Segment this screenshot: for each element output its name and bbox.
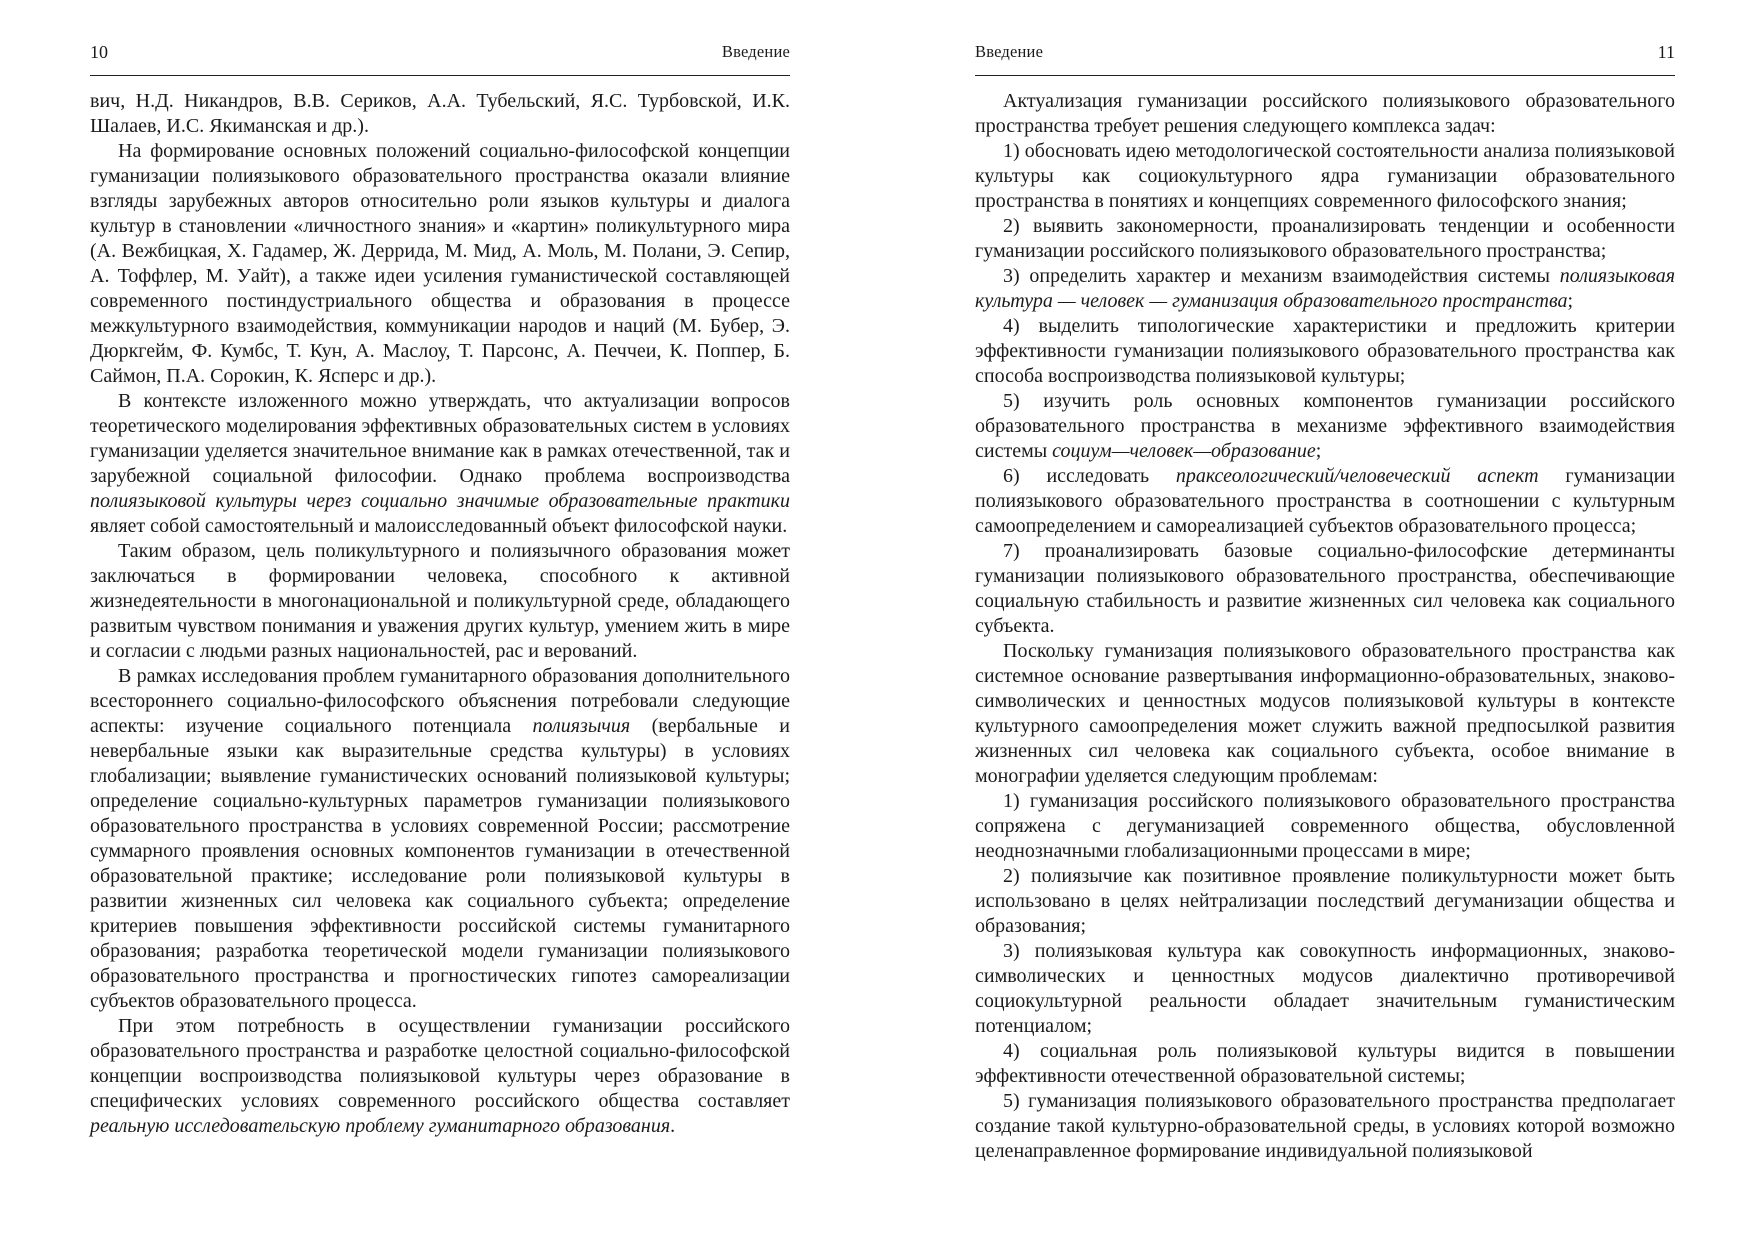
text-run: 6) исследовать xyxy=(1003,465,1176,487)
header-rule xyxy=(975,75,1675,76)
text-run: На формирование основных положений социально-философской концепции гуманизации полиязыкового образовательного пространства оказали влияние взгляды зарубежных авторов относительно роли языков культуры и диалога культур в становлении «личностного знания» и «картин» поликультурного мира (А. Вежбицкая, Х. Гадамер, Ж. Деррида, М. Мид, А. Моль, М. Полани, Э. Сепир, А. Тоффлер, М. Уайт), а также идеи усиления гуманистической составляющей современного постиндустриального общества и образования в процессе межкультурного взаимодействия, коммуникации народов и наций (М. Бубер, Э. Дюркгейм, Ф. Кумбс, Т. Кун, А. Маслоу, Т. Парсонс, А. Печчеи, К. Поппер, Б. Саймон, П.А. Сорокин, К. Ясперс и др.). xyxy=(90,140,790,387)
text-run: 4) социальная роль полиязыковой культуры видится в повышении эффективности отечественной образовательной системы; xyxy=(975,1040,1675,1087)
text-run: 2) выявить закономерности, проанализировать тенденции и особенности гуманизации российского полиязыкового образовательного пространства; xyxy=(975,215,1675,262)
text-run: . xyxy=(670,1115,676,1137)
text-run: В контексте изложенного можно утверждать, что актуализации вопросов теоретического моделирования эффективных образовательных систем в условиях гуманизации уделяется значительное внимание как в рамках отечественной, так и зарубежной социальной философии. Однако проблема воспроизводства xyxy=(90,390,790,487)
text-run: Таким образом, цель поликультурного и полиязычного образования может заключаться в формировании человека, способного к активной жизнедеятельности в многонациональной и поликультурной среде, обладающего развитым чувством понимания и уважения других культур, умением жить в мире и согласии с людьми разных национальностей, рас и верований. xyxy=(90,540,790,662)
text-run: Поскольку гуманизация полиязыкового образовательного пространства как системное основание развертывания информационно-образовательных, знаково-символических и ценностных модусов полиязыковой культуры в контексте культурного самоопределения может служить важной предпосылкой развития жизненных сил человека как социального субъекта, особое внимание в монографии уделяется следующим проблемам: xyxy=(975,640,1675,787)
paragraph xyxy=(90,539,790,664)
page-number: 10 xyxy=(90,42,108,62)
text-run: 5) изучить роль основных компонентов гуманизации российского образовательного пространства в механизме эффективного взаимодействия системы xyxy=(975,390,1675,462)
header-rule xyxy=(90,75,790,76)
list-item xyxy=(975,864,1675,939)
paragraph xyxy=(90,389,790,539)
text-run: ; xyxy=(1315,440,1322,462)
body-text xyxy=(975,89,1675,1164)
list-item xyxy=(975,314,1675,389)
list-item xyxy=(975,1089,1675,1164)
paragraph xyxy=(975,639,1675,789)
running-title: Введение xyxy=(721,42,790,61)
list-item xyxy=(975,214,1675,264)
text-run: вич, Н.Д. Никандров, В.В. Сериков, А.А. Тубельский, Я.С. Турбовской, И.К. Шалаев, И.С. Якиманская и др.). xyxy=(90,90,790,137)
list-item xyxy=(975,539,1675,639)
text-run: ; xyxy=(1567,290,1574,312)
text-run: При этом потребность в осуществлении гуманизации российского образовательного пространства и разработке целостной социально-философской концепции воспроизводства полиязыковой культуры через образование в специфических условиях современного российского общества составляет xyxy=(90,1015,790,1112)
text-run: 7) проанализировать базовые социально-философские детерминанты гуманизации полиязыкового образовательного пространства, обеспечивающие социальную стабильность и развитие жизненных сил человека как социального субъекта. xyxy=(975,540,1675,637)
text-run: Актуализация гуманизации российского полиязыкового образовательного пространства требует решения следующего комплекса задач: xyxy=(975,90,1675,137)
running-head xyxy=(90,38,790,66)
paragraph xyxy=(90,139,790,389)
right-page xyxy=(975,0,1675,1241)
text-run: 3) определить характер и механизм взаимодействия системы xyxy=(1003,265,1560,287)
paragraph xyxy=(90,664,790,1014)
paragraph xyxy=(90,1014,790,1139)
list-item xyxy=(975,139,1675,214)
italic-text-run: полиязыковая культура — человек — гуманизация образовательного пространства xyxy=(975,265,1675,312)
italic-text-run: полиязыковой культуры через социально значимые образовательные практики xyxy=(90,490,790,512)
italic-text-run: полиязычия xyxy=(532,715,631,737)
paragraph xyxy=(975,89,1675,139)
text-run: являет собой самостоятельный и малоисследованный объект философской науки. xyxy=(90,515,788,537)
text-run: гуманизации полиязыкового образовательного пространства в соотношении с культурным самоопределением и самореализацией субъектов образовательного процесса; xyxy=(975,465,1675,537)
text-run: 2) полиязычие как позитивное проявление поликультурности может быть использовано в целях нейтрализации последствий дегуманизации общества и образования; xyxy=(975,865,1675,937)
text-run: 1) обосновать идею методологической состоятельности анализа полиязыковой культуры как социокультурного ядра гуманизации образовательного пространства в понятиях и концепциях современного философского знания; xyxy=(975,140,1675,212)
italic-text-run: праксеологический/человеческий аспект xyxy=(1175,465,1539,487)
list-item xyxy=(975,264,1675,314)
list-item xyxy=(975,389,1675,464)
page-number: 11 xyxy=(1657,42,1675,62)
text-run: 4) выделить типологические характеристики и предложить критерии эффективности гуманизации полиязыкового образовательного пространства как способа воспроизводства полиязыковой культуры; xyxy=(975,315,1675,387)
list-item xyxy=(975,789,1675,864)
paragraph xyxy=(90,89,790,139)
text-run: 3) полиязыковая культура как совокупность информационных, знаково-символических и ценностных модусов диалектично противоречивой социокультурной реальности обладает значительным гуманистическим потенциалом; xyxy=(975,940,1675,1037)
list-item xyxy=(975,1039,1675,1089)
list-item xyxy=(975,939,1675,1039)
text-run: В рамках исследования проблем гуманитарного образования дополнительного всестороннего социально-философского объяснения потребовали следующие аспекты: изучение социального потенциала xyxy=(90,665,790,737)
running-head xyxy=(975,38,1675,66)
text-run: 5) гуманизация полиязыкового образовательного пространства предполагает создание такой культурно-образовательной среды, в условиях которой возможно целенаправленное формирование индивидуальной полиязыковой xyxy=(975,1090,1675,1162)
italic-text-run: реальную исследовательскую проблему гуманитарного образования xyxy=(90,1115,671,1137)
text-run: (вербальные и невербальные языки как выразительные средства культуры) в условиях глобализации; выявление гуманистических оснований полиязыковой культуры; определение социально-культурных параметров гуманизации полиязыкового образовательного пространства в условиях современной России; рассмотрение суммарного проявления основных компонентов гуманизации в отечественной образовательной практике; исследование роли полиязыковой культуры в развитии жизненных сил человека как социального субъекта; определение критериев повышения эффективности российской системы гуманитарного образования; разработка теоретической модели гуманизации полиязыкового образовательного пространства и прогностических гипотез самореализации субъектов образовательного процесса. xyxy=(90,715,790,1012)
body-text xyxy=(90,89,790,1139)
left-page xyxy=(90,0,790,1241)
italic-text-run: социум—человек—образование xyxy=(1052,440,1316,462)
list-item xyxy=(975,464,1675,539)
text-run: 1) гуманизация российского полиязыкового образовательного пространства сопряжена с дегуманизацией современного общества, обусловленной неоднозначными глобализационными процессами в мире; xyxy=(975,790,1675,862)
running-title: Введение xyxy=(975,42,1044,61)
